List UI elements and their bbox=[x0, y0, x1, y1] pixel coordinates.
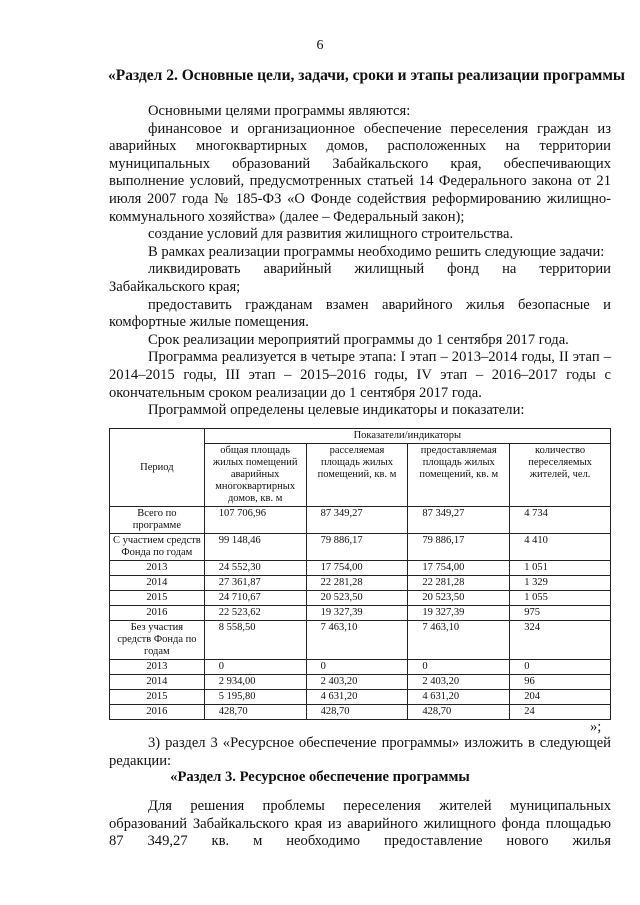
value-cell: 22 523,62 bbox=[204, 606, 306, 621]
col-header: расселяемая площадь жилых помещений, кв. м bbox=[306, 444, 408, 507]
value-cell: 428,70 bbox=[204, 705, 306, 720]
value-cell: 428,70 bbox=[408, 705, 510, 720]
value-cell: 0 bbox=[408, 660, 510, 675]
paragraph: финансовое и организационное обеспечение переселения граждан из аварийных многоквартирных домов, расположенных на территории муниципальных образований Забайкальского края, обеспечивающих выполнение условий, предусмотренных статьей 14 Федерального закона от 21 июля 2007 года № 185-ФЗ «О Фонде содействия реформированию жилищно-коммунального хозяйства» (далее – Федеральный закон); bbox=[109, 120, 611, 225]
value-cell: 24 710,67 bbox=[204, 591, 306, 606]
paragraph: создание условий для развития жилищного строительства. bbox=[148, 226, 514, 243]
value-cell: 24 552,30 bbox=[204, 561, 306, 576]
indicators-table bbox=[109, 428, 611, 720]
period-cell: С участием средств Фонда по годам bbox=[110, 534, 205, 561]
value-cell: 1 051 bbox=[510, 561, 611, 576]
paragraph: 3) раздел 3 «Ресурсное обеспечение программы» изложить в следующей редакции: bbox=[109, 735, 611, 769]
table-row bbox=[110, 660, 611, 675]
period-header: Период bbox=[110, 429, 205, 507]
period-cell: Всего по программе bbox=[110, 507, 205, 534]
closing-quote: »; bbox=[590, 719, 602, 735]
period-cell: 2013 bbox=[110, 660, 205, 675]
section-3-title: «Раздел 3. Ресурсное обеспечение программы bbox=[170, 769, 470, 785]
paragraph: Срок реализации мероприятий программы до 1 сентября 2017 года. bbox=[148, 331, 569, 348]
value-cell: 1 055 bbox=[510, 591, 611, 606]
value-cell: 4 410 bbox=[510, 534, 611, 561]
value-cell: 96 bbox=[510, 675, 611, 690]
table-row bbox=[110, 576, 611, 591]
value-cell: 4 631,20 bbox=[408, 690, 510, 705]
value-cell: 4 631,20 bbox=[306, 690, 408, 705]
table-row bbox=[110, 591, 611, 606]
value-cell: 22 281,28 bbox=[306, 576, 408, 591]
col-header: предоставляемая площадь жилых помещений, кв. м bbox=[408, 444, 510, 507]
value-cell: 17 754,00 bbox=[306, 561, 408, 576]
period-cell: 2015 bbox=[110, 591, 205, 606]
paragraph: Программа реализуется в четыре этапа: I этап – 2013–2014 годы, II этап – 2014–2015 годы, III этап – 2015–2016 годы, IV этап – 2016–2017 годы с окончательным сроком реализации до 1 сентября 2017 года. bbox=[109, 349, 611, 401]
value-cell: 87 349,27 bbox=[408, 507, 510, 534]
value-cell: 975 bbox=[510, 606, 611, 621]
period-cell: 2014 bbox=[110, 576, 205, 591]
paragraph: Программой определены целевые индикаторы и показатели: bbox=[148, 402, 525, 419]
period-cell: Без участия средств Фонда по годам bbox=[110, 621, 205, 660]
table-row bbox=[110, 561, 611, 576]
value-cell: 19 327,39 bbox=[408, 606, 510, 621]
value-cell: 99 148,46 bbox=[204, 534, 306, 561]
paragraph: В рамках реализации программы необходимо решить следующие задачи: bbox=[148, 243, 605, 260]
value-cell: 8 558,50 bbox=[204, 621, 306, 660]
value-cell: 107 706,96 bbox=[204, 507, 306, 534]
table-row bbox=[110, 621, 611, 660]
value-cell: 27 361,87 bbox=[204, 576, 306, 591]
paragraph: ликвидировать аварийный жилищный фонд на территории Забайкальского края; bbox=[109, 261, 611, 295]
section-2-body bbox=[109, 103, 611, 420]
value-cell: 0 bbox=[306, 660, 408, 675]
value-cell: 79 886,17 bbox=[408, 534, 510, 561]
period-cell: 2016 bbox=[110, 705, 205, 720]
value-cell: 7 463,10 bbox=[408, 621, 510, 660]
value-cell: 20 523,50 bbox=[408, 591, 510, 606]
value-cell: 0 bbox=[510, 660, 611, 675]
period-cell: 2016 bbox=[110, 606, 205, 621]
value-cell: 0 bbox=[204, 660, 306, 675]
value-cell: 1 329 bbox=[510, 576, 611, 591]
value-cell: 324 bbox=[510, 621, 611, 660]
paragraph: Для решения проблемы переселения жителей муниципальных образований Забайкальского края из аварийного жилищного фонда площадью 87 349,27 кв. м необходимо предоставление нового жилья bbox=[109, 798, 611, 850]
value-cell: 17 754,00 bbox=[408, 561, 510, 576]
value-cell: 19 327,39 bbox=[306, 606, 408, 621]
table-row bbox=[110, 675, 611, 690]
value-cell: 2 934,00 bbox=[204, 675, 306, 690]
page-number: 6 bbox=[316, 38, 324, 53]
value-cell: 7 463,10 bbox=[306, 621, 408, 660]
value-cell: 2 403,20 bbox=[408, 675, 510, 690]
value-cell: 79 886,17 bbox=[306, 534, 408, 561]
table-row bbox=[110, 534, 611, 561]
table-row bbox=[110, 606, 611, 621]
value-cell: 5 195,80 bbox=[204, 690, 306, 705]
table-row bbox=[110, 705, 611, 720]
col-header: общая площадь жилых помещений аварийных многоквартирных домов, кв. м bbox=[204, 444, 306, 507]
value-cell: 204 bbox=[510, 690, 611, 705]
value-cell: 87 349,27 bbox=[306, 507, 408, 534]
indicators-group-header: Показатели/индикаторы bbox=[204, 429, 610, 444]
item-3 bbox=[109, 735, 611, 770]
value-cell: 4 734 bbox=[510, 507, 611, 534]
period-cell: 2015 bbox=[110, 690, 205, 705]
value-cell: 2 403,20 bbox=[306, 675, 408, 690]
col-header: количество переселяемых жителей, чел. bbox=[510, 444, 611, 507]
table-row bbox=[110, 507, 611, 534]
value-cell: 428,70 bbox=[306, 705, 408, 720]
section-3-body bbox=[109, 798, 611, 851]
value-cell: 22 281,28 bbox=[408, 576, 510, 591]
value-cell: 24 bbox=[510, 705, 611, 720]
paragraph: предоставить гражданам взамен аварийного жилья безопасные и комфортные жилые помещения. bbox=[109, 296, 611, 331]
section-2-title: «Раздел 2. Основные цели, задачи, сроки и этапы реализации программы bbox=[108, 67, 625, 84]
table-row bbox=[110, 690, 611, 705]
value-cell: 20 523,50 bbox=[306, 591, 408, 606]
paragraph: Основными целями программы являются: bbox=[148, 103, 411, 119]
period-cell: 2014 bbox=[110, 675, 205, 690]
period-cell: 2013 bbox=[110, 561, 205, 576]
